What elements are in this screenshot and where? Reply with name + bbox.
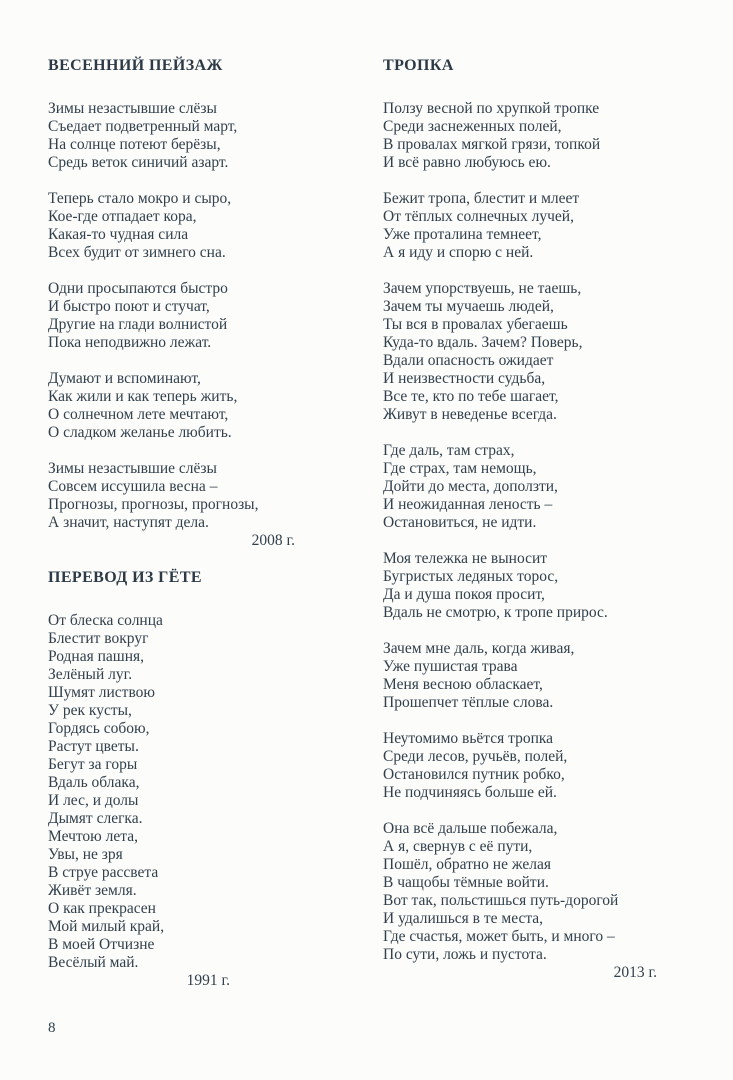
poem-line: Зачем упорствуешь, не таешь, — [383, 280, 582, 297]
stanza — [383, 820, 713, 964]
poem-date: 2013 г. — [613, 964, 657, 981]
poem-line: Бегут за горы — [48, 756, 138, 773]
poem-line: Средь веток синичий азарт. — [48, 154, 229, 171]
poem-line: Куда-то вдаль. Зачем? Поверь, — [383, 334, 583, 351]
poem-title: ВЕСЕННИЙ ПЕЙЗАЖ — [48, 57, 223, 74]
poem-line: Весёлый май. — [48, 954, 139, 971]
poem-line: И неизвестности судьба, — [383, 370, 546, 387]
poem-line: Мой милый край, — [48, 918, 165, 935]
stanza — [48, 190, 359, 262]
left-column — [48, 56, 359, 990]
stanza — [383, 442, 713, 532]
poem-line: Да и душа покоя просит, — [383, 586, 545, 603]
poem-body — [383, 100, 713, 964]
poem-line: Зачем ты мучаешь людей, — [383, 298, 554, 315]
poem-line: В моей Отчизне — [48, 936, 155, 953]
poem-line: По сути, ложь и пустота. — [383, 946, 547, 963]
poem-line: Мечтою лета, — [48, 828, 138, 845]
poem-line: А я иду и спорю с ней. — [383, 244, 534, 261]
poem-line: От блеска солнца — [48, 612, 163, 629]
poem-line: Остановиться, не идти. — [383, 514, 537, 531]
stanza — [48, 100, 359, 172]
poem-line: Среди лесов, ручьёв, полей, — [383, 748, 568, 765]
poem-line: Теперь стало мокро и сыро, — [48, 190, 232, 207]
poem-line: Бугристых ледяных торос, — [383, 568, 559, 585]
poem-line: Неутомимо вьётся тропка — [383, 730, 554, 747]
poem-line: Вдали опасность ожидает — [383, 352, 554, 369]
stanza — [383, 730, 713, 802]
poem-line: Прошепчет тёплые слова. — [383, 694, 554, 711]
poem-body — [48, 100, 359, 532]
poem-line: Другие на глади волнистой — [48, 316, 228, 333]
poem-line: У рек кусты, — [48, 702, 132, 719]
poem-body — [48, 612, 359, 972]
poem-line: Кое-где отпадает кора, — [48, 208, 197, 225]
poem-line: Пошёл, обратно не желая — [383, 856, 551, 873]
poem-perevod-iz-gete — [48, 568, 359, 990]
poem-line: Где страх, там немощь, — [383, 460, 537, 477]
poem-line: И лес, и долы — [48, 792, 139, 809]
poem-line: На солнце потеют берёзы, — [48, 136, 221, 153]
poem-line: Меня весною обласкает, — [383, 676, 543, 693]
poem-line: В чащобы тёмные войти. — [383, 874, 549, 891]
poem-line: Зимы незастывшие слёзы — [48, 100, 217, 117]
poem-line: Прогнозы, прогнозы, прогнозы, — [48, 496, 259, 513]
poem-line: Уже пушистая трава — [383, 658, 518, 675]
poem-line: Уже проталина темнеет, — [383, 226, 542, 243]
poem-line: Не подчиняясь больше ей. — [383, 784, 557, 801]
poem-line: Всех будит от зимнего сна. — [48, 244, 226, 261]
poem-line: Как жили и как теперь жить, — [48, 388, 238, 405]
poem-line: Вот так, польстишься путь-дорогой — [383, 892, 619, 909]
poem-line: Ползу весной по хрупкой тропке — [383, 100, 600, 117]
poem-line: И всё равно любуюсь ею. — [383, 154, 551, 171]
stanza — [48, 370, 359, 442]
poem-line: О солнечном лете мечтают, — [48, 406, 229, 423]
stanza — [48, 280, 359, 352]
poem-line: Дойти до места, доползти, — [383, 478, 558, 495]
poem-line: Остановился путник робко, — [383, 766, 565, 783]
poem-line: Где счастья, может быть, и много – — [383, 928, 615, 945]
stanza — [383, 190, 713, 262]
stanza — [48, 460, 359, 532]
poem-line: Моя тележка не выносит — [383, 550, 548, 567]
poem-line: Вдаль облака, — [48, 774, 140, 791]
poem-line: В струе рассвета — [48, 864, 159, 881]
poem-line: И удалишься в те места, — [383, 910, 544, 927]
poem-line: Дымят слегка. — [48, 810, 143, 827]
right-column — [383, 56, 713, 982]
stanza — [383, 550, 713, 622]
poem-line: Шумят листвою — [48, 684, 155, 701]
stanza — [383, 280, 713, 424]
poem-line: Где даль, там страх, — [383, 442, 515, 459]
poem-line: От тёплых солнечных лучей, — [383, 208, 574, 225]
poem-vesenniy-peyzazh — [48, 56, 359, 550]
poem-line: Пока неподвижно лежат. — [48, 334, 212, 351]
stanza — [383, 640, 713, 712]
poem-line: Среди заснеженных полей, — [383, 118, 562, 135]
poem-line: Живёт земля. — [48, 882, 137, 899]
poem-tropka — [383, 56, 713, 982]
poem-title: ПЕРЕВОД ИЗ ГЁТЕ — [48, 569, 202, 586]
poem-title: ТРОПКА — [383, 57, 454, 74]
poem-line: А я, свернув с её пути, — [383, 838, 533, 855]
poem-line: О сладком желанье любить. — [48, 424, 232, 441]
poem-line: Увы, не зря — [48, 846, 123, 863]
poem-line: Какая-то чудная сила — [48, 226, 189, 243]
poem-line: И неожиданная леность – — [383, 496, 553, 513]
poem-line: Одни просыпаются быстро — [48, 280, 228, 297]
poem-line: Родная пашня, — [48, 648, 145, 665]
poem-line: Думают и вспоминают, — [48, 370, 201, 387]
poem-line: Съедает подветренный март, — [48, 118, 238, 135]
poem-line: О как прекрасен — [48, 900, 156, 917]
poem-line: Зимы незастывшие слёзы — [48, 460, 217, 477]
poem-line: Гордясь собою, — [48, 720, 150, 737]
poem-line: Вдаль не смотрю, к тропе прирос. — [383, 604, 608, 621]
poem-line: Она всё дальше побежала, — [383, 820, 558, 837]
poem-line: Ты вся в провалах убегаешь — [383, 316, 568, 333]
poem-line: Живут в неведенье всегда. — [383, 406, 557, 423]
poem-date: 2008 г. — [251, 532, 295, 549]
poem-line: Блестит вокруг — [48, 630, 149, 647]
poem-line: И быстро поют и стучат, — [48, 298, 210, 315]
page-number: 8 — [48, 1020, 56, 1036]
stanza — [48, 612, 359, 972]
stanza — [383, 100, 713, 172]
poem-line: Зелёный луг. — [48, 666, 133, 683]
poem-line: Зачем мне даль, когда живая, — [383, 640, 575, 657]
poem-line: А значит, наступят дела. — [48, 514, 209, 531]
poem-date: 1991 г. — [186, 972, 230, 989]
poem-line: Совсем иссушила весна – — [48, 478, 218, 495]
poem-line: Все те, кто по тебе шагает, — [383, 388, 559, 405]
poem-line: Растут цветы. — [48, 738, 139, 755]
poem-line: Бежит тропа, блестит и млеет — [383, 190, 580, 207]
poem-line: В провалах мягкой грязи, топкой — [383, 136, 601, 153]
